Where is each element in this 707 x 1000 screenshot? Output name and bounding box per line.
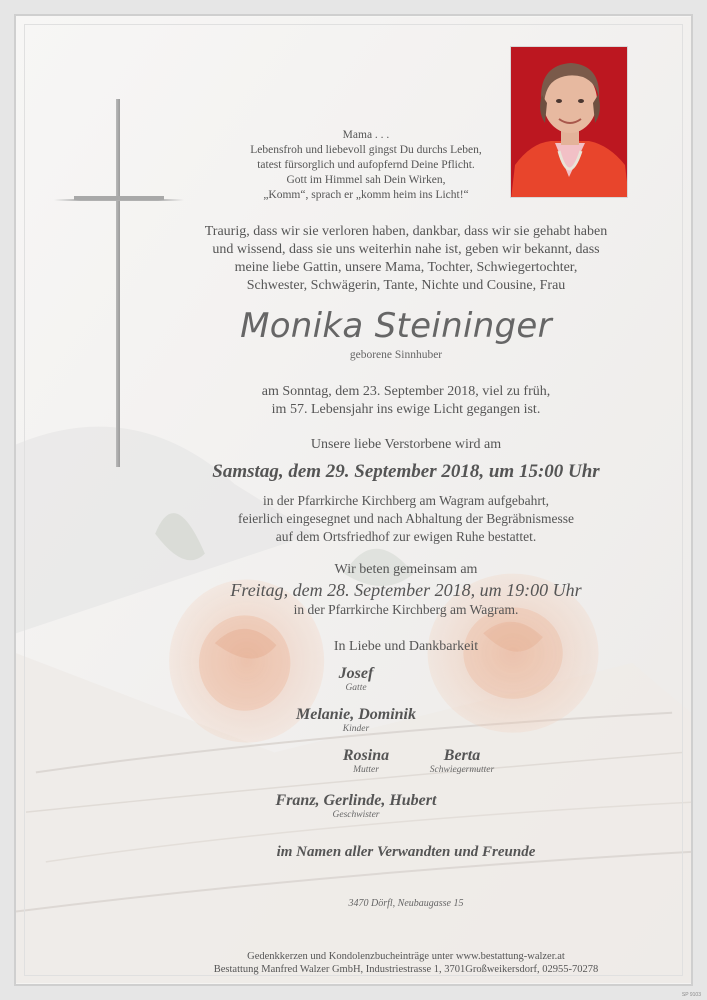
cross-vertical (116, 99, 120, 467)
funeral-lead: Unsere liebe Verstorbene wird am (310, 437, 502, 452)
mourner-name: Berta (443, 747, 481, 764)
poem (171, 128, 561, 203)
print-code: SP 9103 (681, 992, 701, 998)
mourner-role: Kinder (342, 724, 370, 734)
mourner-role: Geschwister (332, 810, 380, 820)
mourner-berta (402, 747, 522, 776)
footer-line: Gedenkkerzen und Kondolenzbucheinträge unter www.bestattung-walzer.at (247, 951, 565, 962)
parte-card (14, 14, 693, 986)
mourner-siblings (256, 792, 456, 821)
intro-line: Schwester, Schwägerin, Tante, Nichte und Cousine, Frau (246, 278, 566, 293)
mourner-name: Josef (338, 665, 374, 682)
poem-line: Gott im Himmel sah Dein Wirken, (286, 174, 446, 186)
mourner-name: Rosina (342, 747, 390, 764)
mourner-role: Mutter (353, 765, 379, 775)
announcement-intro (166, 223, 646, 295)
death-line: am Sonntag, dem 23. September 2018, viel zu früh, (261, 384, 551, 399)
undertaker-footer (136, 950, 676, 976)
birth-name: geborene Sinnhuber (349, 349, 443, 361)
death-notice (166, 383, 646, 419)
footer-line: Bestattung Manfred Walzer GmbH, Industriestrasse 1, 3701Großweikersdorf, 02955-70278 (213, 964, 599, 975)
mourner-josef (276, 665, 436, 694)
prayer-place: in der Pfarrkirche Kirchberg am Wagram. (293, 602, 519, 617)
poem-line: „Komm“, sprach er „komm heim ins Licht!“ (263, 189, 469, 201)
death-line: im 57. Lebensjahr ins ewige Licht gegangen ist. (271, 402, 541, 417)
funeral-detail-line: in der Pfarrkirche Kirchberg am Wagram aufgebahrt, (263, 493, 549, 508)
intro-line: und wissend, dass sie uns weiterhin nahe ist, geben wir bekannt, dass (212, 242, 600, 257)
mourner-children (256, 706, 456, 735)
poem-line: Mama . . . (342, 129, 390, 141)
mourner-role: Gatte (345, 683, 367, 693)
prayer-date: Freitag, dem 28. September 2018, um 19:00 Uhr (230, 580, 582, 600)
funeral-detail-line: auf dem Ortsfriedhof zur ewigen Ruhe bestattet. (275, 529, 537, 544)
cross-horizontal (74, 196, 164, 200)
mourning-address: 3470 Dörfl, Neubaugasse 15 (348, 898, 464, 909)
mourner-role: Schwiegermutter (429, 765, 495, 775)
love-line: In Liebe und Dankbarkeit (333, 639, 479, 654)
intro-line: Traurig, dass wir sie verloren haben, dankbar, dass wir sie gehabt haben (204, 224, 608, 239)
prayer-lead: Wir beten gemeinsam am (334, 562, 478, 577)
mourner-name: Melanie, Dominik (295, 706, 416, 723)
relatives-line: im Namen aller Verwandten und Freunde (276, 844, 536, 860)
poem-line: tatest fürsorglich und aufopfernd Deine Pflicht. (257, 159, 475, 171)
intro-line: meine liebe Gattin, unsere Mama, Tochter, Schwiegertochter, (234, 260, 578, 275)
poem-line: Lebensfroh und liebevoll gingst Du durchs Leben, (250, 144, 482, 156)
funeral-date: Samstag, dem 29. September 2018, um 15:00 Uhr (212, 461, 600, 482)
funeral-detail-line: feierlich eingesegnet und nach Abhaltung der Begräbnismesse (238, 511, 574, 526)
mourner-name: Franz, Gerlinde, Hubert (275, 792, 437, 809)
deceased-name: Monika Steininger (240, 306, 552, 346)
funeral-details (146, 492, 666, 546)
